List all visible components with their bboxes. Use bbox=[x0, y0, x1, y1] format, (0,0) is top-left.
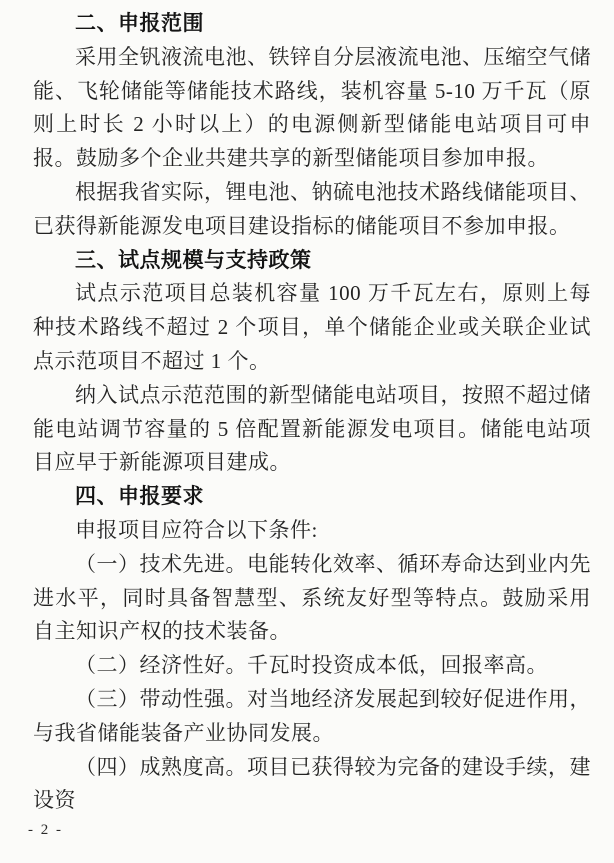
paragraph: 纳入试点示范范围的新型储能电站项目，按照不超过储能电站调节容量的 5 倍配置新能源发电项目。储能电站项目应早于新能源项目建成。 bbox=[33, 382, 591, 475]
paragraph: 申报项目应符合以下条件: bbox=[75, 517, 318, 542]
paragraph: （三）带动性强。对当地经济发展起到较好促进作用，与我省储能装备产业协同发展。 bbox=[33, 686, 591, 745]
paragraph: （四）成熟度高。项目已获得较为完备的建设手续，建设资 bbox=[33, 754, 591, 813]
page-number: - 2 - bbox=[28, 822, 63, 838]
paragraph: （二）经济性好。千瓦时投资成本低，回报率高。 bbox=[75, 653, 548, 678]
section-heading: 三、试点规模与支持政策 bbox=[75, 248, 312, 272]
paragraph: 试点示范项目总装机容量 100 万千瓦左右，原则上每种技术路线不超过 2 个项目，单个储能企业或关联企业试点示范项目不超过 1 个。 bbox=[33, 281, 591, 373]
paragraph: （一）技术先进。电能转化效率、循环寿命达到业内先进水平，同时具备智慧型、系统友好型等特点。鼓励采用自主知识产权的技术装备。 bbox=[33, 551, 591, 644]
section-heading: 二、申报范围 bbox=[75, 12, 204, 35]
section-heading: 四、申报要求 bbox=[75, 485, 204, 509]
document-body bbox=[33, 7, 591, 818]
paragraph: 根据我省实际，锂电池、钠硫电池技术路线储能项目、已获得新能源发电项目建设指标的储能项目不参加申报。 bbox=[33, 179, 591, 238]
paragraph: 采用全钒液流电池、铁锌自分层液流电池、压缩空气储能、飞轮储能等储能技术路线，装机容量 5-10 万千瓦（原则上时长 2 小时以上）的电源侧新型储能电站项目可申报。鼓励多个企业共建共享的新型储能项目参加申报。 bbox=[33, 44, 591, 171]
